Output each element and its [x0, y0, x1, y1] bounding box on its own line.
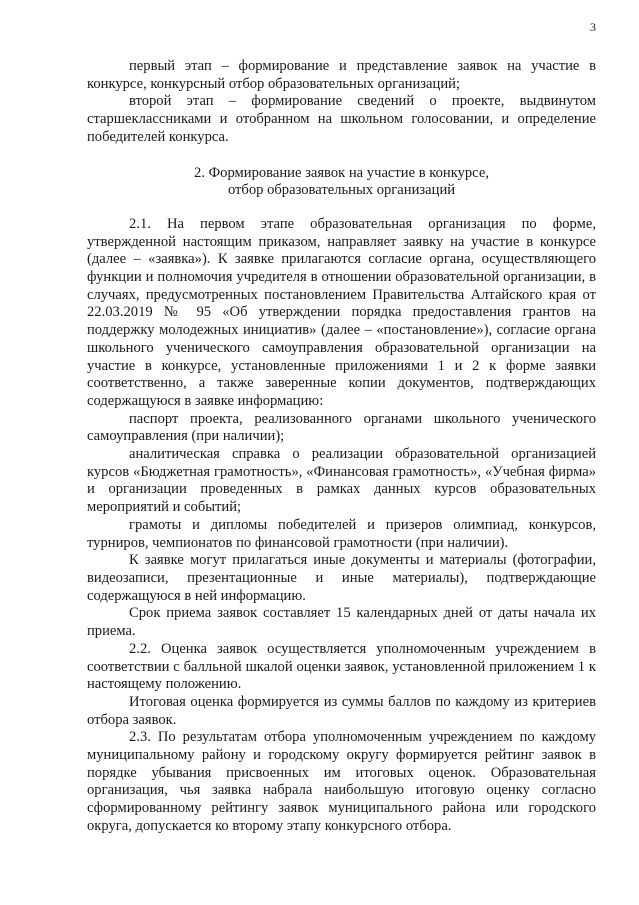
section-title-line: отбор образовательных организаций — [227, 182, 456, 199]
list-item-analytics: аналитическая справка о реализации образовательной организацией курсов «Бюджетная грамотность», «Финансовая грамотность», «Учебная фирма» и организации проведенных в рамках данных курсов образовательных мероприятий и событий; — [87, 446, 596, 516]
intro-paragraph: второй этап – формирование сведений о проекте, выдвинутом старшеклассниками и отобранном на школьном голосовании, и определение победителей конкурса. — [87, 93, 596, 145]
document-body — [87, 58, 596, 836]
paragraph-2-1: 2.1. На первом этапе образовательная организация по форме, утвержденной настоящим приказом, направляет заявку на участие в конкурсе (далее – «заявка»). К заявке прилагаются согласие органа, осуществляющего функции и полномочия учредителя в отношении образовательной организации, в случаях, предусмотренных постановлением Правительства Алтайского края от 22.03.2019 № 95 «Об утверждении порядка предоставления грантов на поддержку молодежных инициатив» (далее – «постановление»), согласие органа школьного ученического самоуправления образовательной организации на участие в конкурсе, установленные приложениями 1 и 2 к форме заявки соответственно, а также заверенные копии документов, подтверждающих содержащуюся в заявке информацию: — [87, 215, 596, 409]
list-item-passport: паспорт проекта, реализованного органами школьного ученического самоуправления (при наличии); — [87, 410, 596, 445]
paragraph-2-3: 2.3. По результатам отбора уполномоченным учреждением по каждому муниципальному району и городскому округу формируется рейтинг заявок в порядке убывания присвоенных им итоговых оценок. Образовательная организация, чья заявка набрала наибольшую итоговую оценку согласно сформированному рейтингу заявок муниципального района или городского округа, допускается ко второму этапу конкурсного отбора. — [87, 729, 596, 834]
paragraph-other-documents: К заявке могут прилагаться иные документы и материалы (фотографии, видеозаписи, презентационные и иные материалы), подтверждающие содержащуюся в ней информацию. — [87, 552, 596, 604]
section-title-line: 2. Формирование заявок на участие в конкурсе, — [194, 164, 489, 181]
paragraph-final-score: Итоговая оценка формируется из суммы баллов по каждому из критериев отбора заявок. — [87, 693, 596, 728]
list-item-diplomas: грамоты и дипломы победителей и призеров олимпиад, конкурсов, турниров, чемпионатов по финансовой грамотности (при наличии). — [87, 516, 596, 551]
intro-paragraph: первый этап – формирование и представление заявок на участие в конкурсе, конкурсный отбор образовательных организаций; — [87, 58, 596, 92]
page-number: 3 — [590, 20, 596, 34]
section-heading — [87, 165, 596, 200]
paragraph-2-2: 2.2. Оценка заявок осуществляется уполномоченным учреждением в соответствии с балльной шкалой оценки заявок, установленной приложением 1 к настоящему положению. — [87, 640, 596, 693]
paragraph-deadline: Срок приема заявок составляет 15 календарных дней от даты начала их приема. — [87, 605, 596, 640]
